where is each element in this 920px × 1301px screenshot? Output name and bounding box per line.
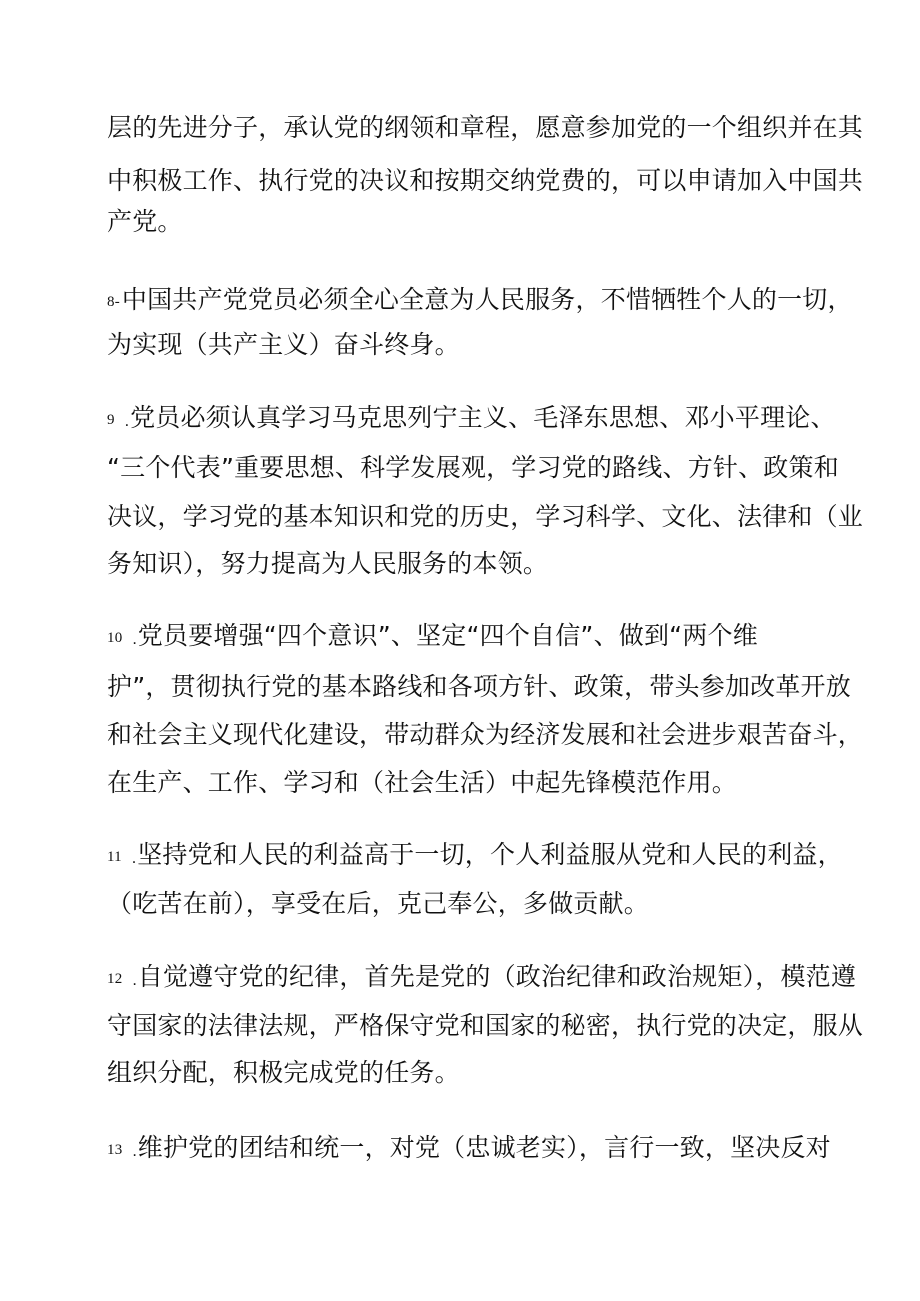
paragraph-8-number: 8- bbox=[107, 294, 120, 310]
paragraph-13-separator: . bbox=[132, 1143, 137, 1160]
paragraph-10-separator: . bbox=[132, 631, 137, 648]
paragraph-11-line-1 bbox=[107, 840, 843, 874]
paragraph-9-line-3: 决议，学习党的基本知识和党的历史，学习科学、文化、法律和（业 bbox=[107, 502, 864, 531]
paragraph-9-line-4: 务知识），努力提高为人民服务的本领。 bbox=[107, 549, 549, 578]
paragraph-10-line-2: 护”，贯彻执行党的基本路线和各项方针、政策，带头参加改革开放 bbox=[107, 672, 851, 701]
paragraph-11-text: 坚持党和人民的利益高于一切，个人利益服从党和人民的利益， bbox=[137, 840, 843, 869]
paragraph-10-number: 10 bbox=[107, 630, 123, 646]
paragraph-10-line-1 bbox=[107, 621, 758, 655]
paragraph-12-line-3: 组织分配，积极完成党的任务。 bbox=[107, 1058, 460, 1087]
paragraph-12-text: 自觉遵守党的纪律，首先是党的（政治纪律和政治规矩），模范遵 bbox=[137, 962, 857, 991]
paragraph-7-line-1: 层的先进分子，承认党的纲领和章程，愿意参加党的一个组织并在其 bbox=[107, 113, 864, 142]
paragraph-11-number: 11 bbox=[107, 849, 122, 865]
paragraph-13-line-1 bbox=[107, 1133, 831, 1167]
paragraph-12-number: 12 bbox=[107, 971, 123, 987]
paragraph-9-separator: . bbox=[124, 413, 130, 430]
paragraph-10-text: 党员要增强“四个意识”、坚定“四个自信”、做到“两个维 bbox=[137, 621, 758, 650]
paragraph-10-line-3: 和社会主义现代化建设，带动群众为经济发展和社会进步艰苦奋斗， bbox=[107, 720, 864, 749]
paragraph-7-line-3: 产党。 bbox=[107, 207, 183, 236]
paragraph-8-line-1 bbox=[107, 285, 853, 317]
paragraph-13-number: 13 bbox=[107, 1142, 123, 1158]
paragraph-8-text: 中国共产党党员必须全心全意为人民服务，不惜牺牲个人的一切， bbox=[121, 285, 853, 314]
paragraph-13-text: 维护党的团结和统一，对党（忠诚老实），言行一致，坚决反对 bbox=[137, 1133, 831, 1162]
paragraph-8-line-2: 为实现（共产主义）奋斗终身。 bbox=[107, 330, 460, 359]
paragraph-12-line-1 bbox=[107, 962, 856, 996]
paragraph-7-line-2: 中积极工作、执行党的决议和按期交纳党费的，可以申请加入中国共 bbox=[107, 166, 864, 195]
paragraph-9-line-1 bbox=[107, 403, 836, 437]
paragraph-9-text: 党员必须认真学习马克思列宁主义、毛泽东思想、邓小平理论、 bbox=[130, 403, 836, 432]
paragraph-11-line-2: （吃苦在前），享受在后，克己奉公，多做贡献。 bbox=[107, 889, 649, 918]
paragraph-9-number: 9 bbox=[107, 412, 115, 428]
paragraph-10-line-4: 在生产、工作、学习和（社会生活）中起先锋模范作用。 bbox=[107, 768, 738, 797]
paragraph-9-line-2: “三个代表”重要思想、科学发展观，学习党的路线、方针、政策和 bbox=[107, 453, 839, 482]
paragraph-12-separator: . bbox=[132, 972, 137, 989]
paragraph-12-line-2: 守国家的法律法规，严格保守党和国家的秘密，执行党的决定，服从 bbox=[107, 1011, 864, 1040]
paragraph-11-separator: . bbox=[132, 850, 137, 867]
